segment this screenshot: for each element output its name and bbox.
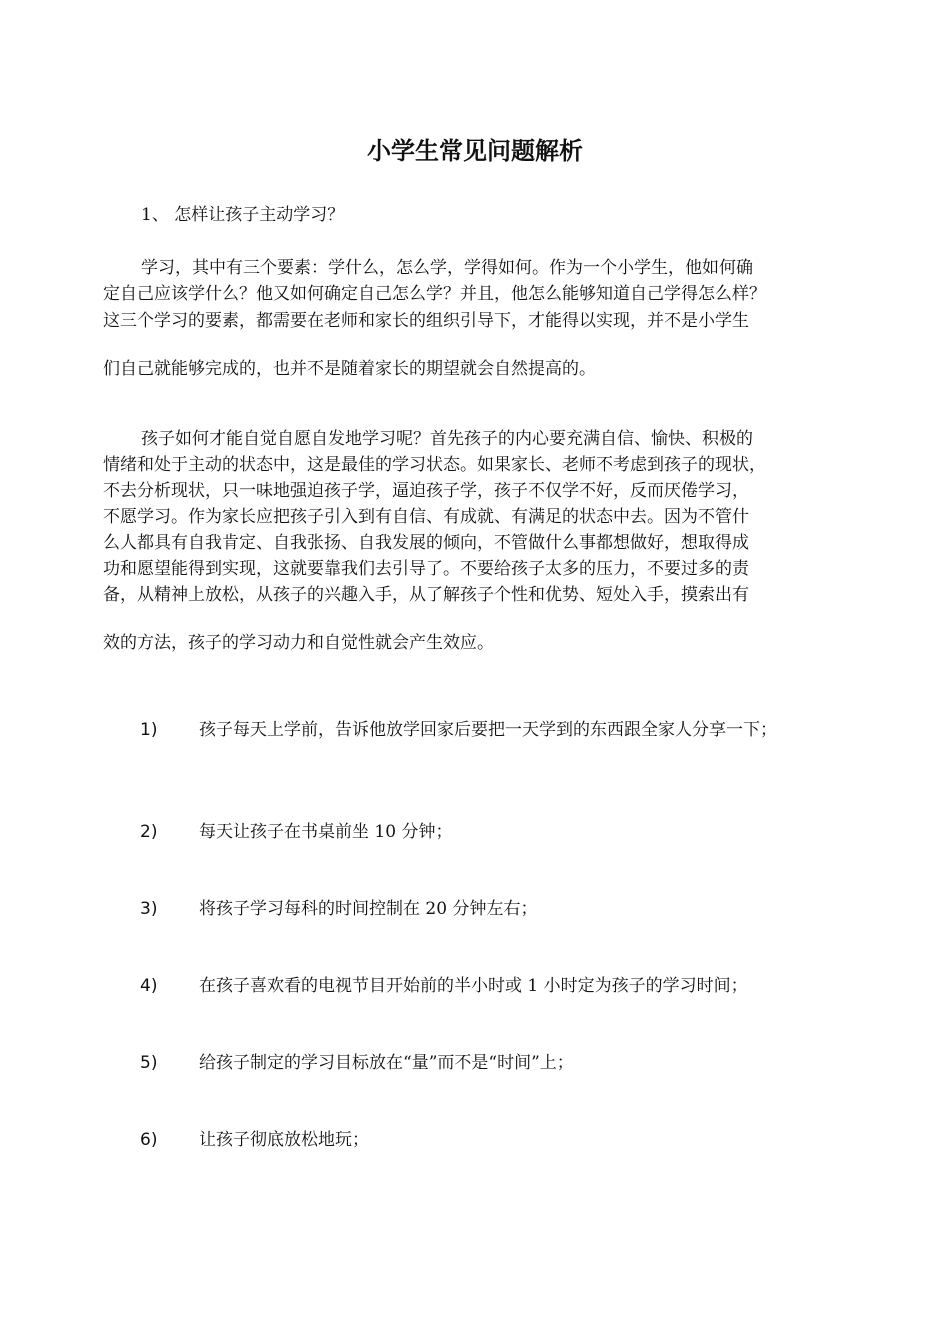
list-item [0,820,950,844]
list-number: 4) [140,976,158,996]
paragraph-line: 学习，其中有三个要素：学什么，怎么学，学得如何。作为一个小学生，他如何确 [141,258,753,278]
paragraph-line: 情绪和处于主动的状态中，这是最佳的学习状态。如果家长、老师不考虑到孩子的现状， [103,455,766,475]
paragraph-line: 不去分析现状，只一味地强迫孩子学，逼迫孩子学，孩子不仅学不好，反而厌倦学习， [103,481,749,501]
paragraph-line: 功和愿望能得到实现，这就要靠我们去引导了。不要给孩子太多的压力，不要过多的责 [103,559,749,579]
paragraph-line: 定自己应该学什么？他又如何确定自己怎么学？并且，他怎么能够知道自己学得怎么样？ [103,284,766,304]
section-heading: 1、 怎样让孩子主动学习？ [141,205,345,225]
list-number: 1) [140,720,158,740]
page-title: 小学生常见问题解析 [367,136,583,165]
list-item [0,897,950,921]
list-item [0,1128,950,1152]
paragraph-line: 孩子如何才能自觉自愿自发地学习呢？首先孩子的内心要充满自信、愉快、积极的 [141,429,753,449]
list-number: 5) [140,1053,158,1073]
list-text: 将孩子学习每科的时间控制在 20 分钟左右； [199,899,538,919]
paragraph-line: 效的方法，孩子的学习动力和自觉性就会产生效应。 [103,633,494,653]
list-number: 2) [140,822,158,842]
list-text: 孩子每天上学前，告诉他放学回家后要把一天学到的东西跟全家人分享一下； [199,720,777,740]
paragraph-line: 么人都具有自我肯定、自我张扬、自我发展的倾向，不管做什么事都想做好，想取得成 [103,533,749,553]
paragraph-line: 们自己就能够完成的，也并不是随着家长的期望就会自然提高的。 [103,359,596,379]
list-text: 每天让孩子在书桌前坐 10 分钟； [199,822,453,842]
paragraph-line: 这三个学习的要素，都需要在老师和家长的组织引导下，才能得以实现，并不是小学生 [103,311,749,331]
list-item [0,974,950,998]
list-item [0,718,950,742]
list-text: 在孩子喜欢看的电视节目开始前的半小时或 1 小时定为孩子的学习时间； [199,976,748,996]
list-text: 给孩子制定的学习目标放在“量”而不是“时间”上； [199,1053,574,1073]
list-number: 3) [140,899,158,919]
paragraph-line: 备，从精神上放松，从孩子的兴趣入手，从了解孩子个性和优势、短处入手，摸索出有 [103,585,749,605]
list-number: 6) [140,1130,158,1150]
list-item [0,1051,950,1075]
list-text: 让孩子彻底放松地玩； [199,1130,369,1150]
paragraph-2 [103,426,843,656]
paragraph-1 [103,255,843,382]
paragraph-line: 不愿学习。作为家长应把孩子引入到有自信、有成就、有满足的状态中去。因为不管什 [103,507,749,527]
